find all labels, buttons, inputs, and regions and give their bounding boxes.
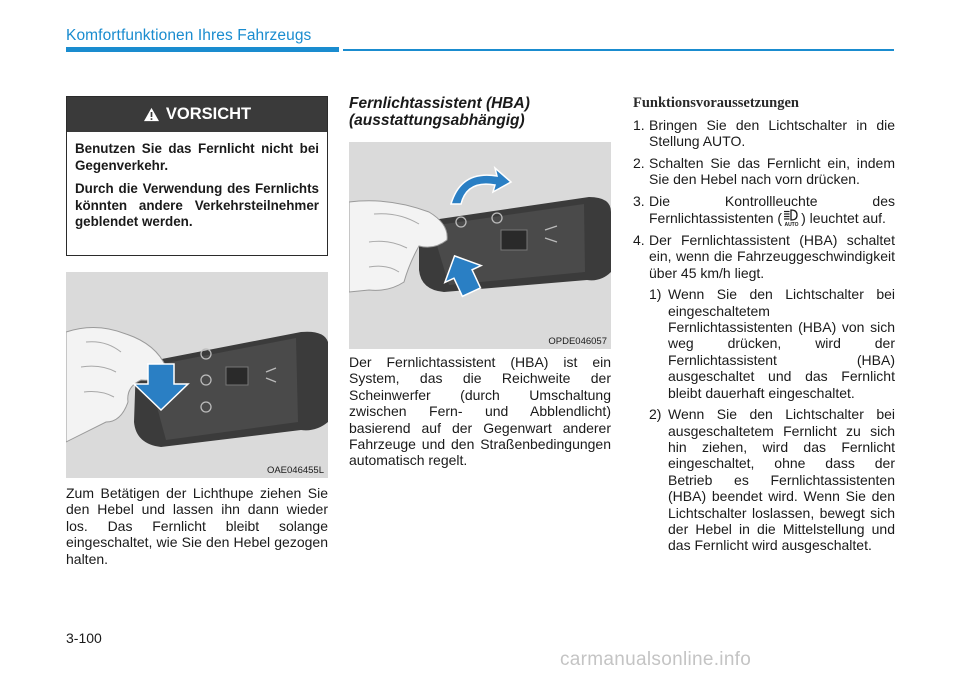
sub-list-item-text: Wenn Sie den Lichtschalter bei eingeschaltetem Fernlichtassistenten (HBA) von sich weg drücken, wird der Fernlichtassistent (HBA) ausgeschaltet und das Fernlicht bleibt dauerhaft eingeschaltet. — [668, 286, 895, 401]
list-item-number: 3. — [633, 192, 645, 209]
sub-list-item-number: 2) — [649, 406, 662, 423]
sub-list-item — [633, 286, 895, 401]
hba-lever-illustration — [349, 142, 611, 349]
header-rule-thick — [66, 47, 339, 52]
requirements-title: Funktionsvoraussetzungen — [633, 95, 799, 111]
sub-list-item — [633, 406, 895, 554]
hba-section-title — [349, 95, 611, 129]
list-item-text-before: Die Kontrollleuchte des Fernlichtassistenten ( — [649, 192, 895, 227]
flash-to-pass-text: Zum Betätigen der Lichthupe ziehen Sie den Hebel und lassen ihn dann wieder los. Das Fernlicht bleibt solange eingeschaltet, wie Sie den Hebel gezogen halten. — [66, 485, 328, 567]
list-item-number: 1. — [633, 117, 645, 133]
list-item-number: 2. — [633, 154, 645, 171]
image-code: OAE046455L — [266, 465, 324, 476]
caution-paragraph-2: Durch die Verwendung des Fernlichts könnten andere Verkehrsteilnehmer geblendet werden. — [75, 181, 319, 229]
list-item-text: Der Fernlichtassistent (HBA) schaltet ein, wenn die Fahrzeuggeschwindigkeit über 45 km/h liegt. — [649, 232, 895, 281]
sub-list-item-number: 1) — [649, 286, 662, 303]
list-item — [633, 232, 895, 281]
caution-heading — [67, 97, 327, 132]
list-item — [633, 117, 895, 150]
list-item-number: 4. — [633, 232, 645, 249]
hba-title-line-2: (ausstattungsabhängig) — [349, 112, 525, 129]
hba-title-line-1: Fernlichtassistent (HBA) — [349, 95, 530, 112]
section-header: Komfortfunktionen Ihres Fahrzeugs — [66, 27, 312, 44]
caution-paragraph-1: Benutzen Sie das Fernlicht nicht bei Gegenverkehr. — [75, 141, 319, 173]
requirements-list — [633, 117, 895, 281]
caution-heading-text: VORSICHT — [165, 105, 252, 123]
hba-indicator-label: AUTO — [784, 222, 799, 228]
list-item-text: Bringen Sie den Lichtschalter in die Stellung AUTO. — [649, 117, 895, 150]
warning-icon — [143, 107, 160, 122]
caution-box — [66, 96, 328, 256]
flash-to-pass-illustration — [66, 272, 328, 478]
list-item — [633, 193, 895, 227]
header-rule-thin — [343, 49, 894, 51]
requirements-column — [633, 95, 895, 559]
list-item — [633, 155, 895, 188]
image-code: OPDE046057 — [548, 336, 607, 347]
hba-description: Der Fernlichtassistent (HBA) ist ein System, das die Reichweite der Scheinwerfer (durch Umschaltung zwischen Fern- und Abblendlicht) basierend auf der Gegenwart anderer Fahrzeuge und den Straßenbedingungen automatisch regelt. — [349, 354, 611, 469]
list-item-text-after: ) leuchtet auf. — [801, 210, 886, 227]
watermark: carmanualsonline.info — [560, 649, 752, 670]
list-item-text — [649, 193, 895, 227]
caution-body — [67, 132, 327, 231]
hba-indicator-icon — [782, 209, 801, 227]
list-item-text: Schalten Sie das Fernlicht ein, indem Sie den Hebel nach vorn drücken. — [649, 154, 895, 188]
sub-list-item-text: Wenn Sie den Lichtschalter bei ausgeschaltetem Fernlicht zu sich hin ziehen, wird das Fernlicht eingeschaltet, ohne dass der Betrieb es Fernlichtassistenten (HBA) beendet wird. Wenn Sie den Lichtschalter loslassen, bewegt sich der Hebel in die Mittelstellung und das Fernlicht wird ausgeschaltet. — [668, 406, 895, 554]
page-number: 3-100 — [66, 630, 102, 646]
